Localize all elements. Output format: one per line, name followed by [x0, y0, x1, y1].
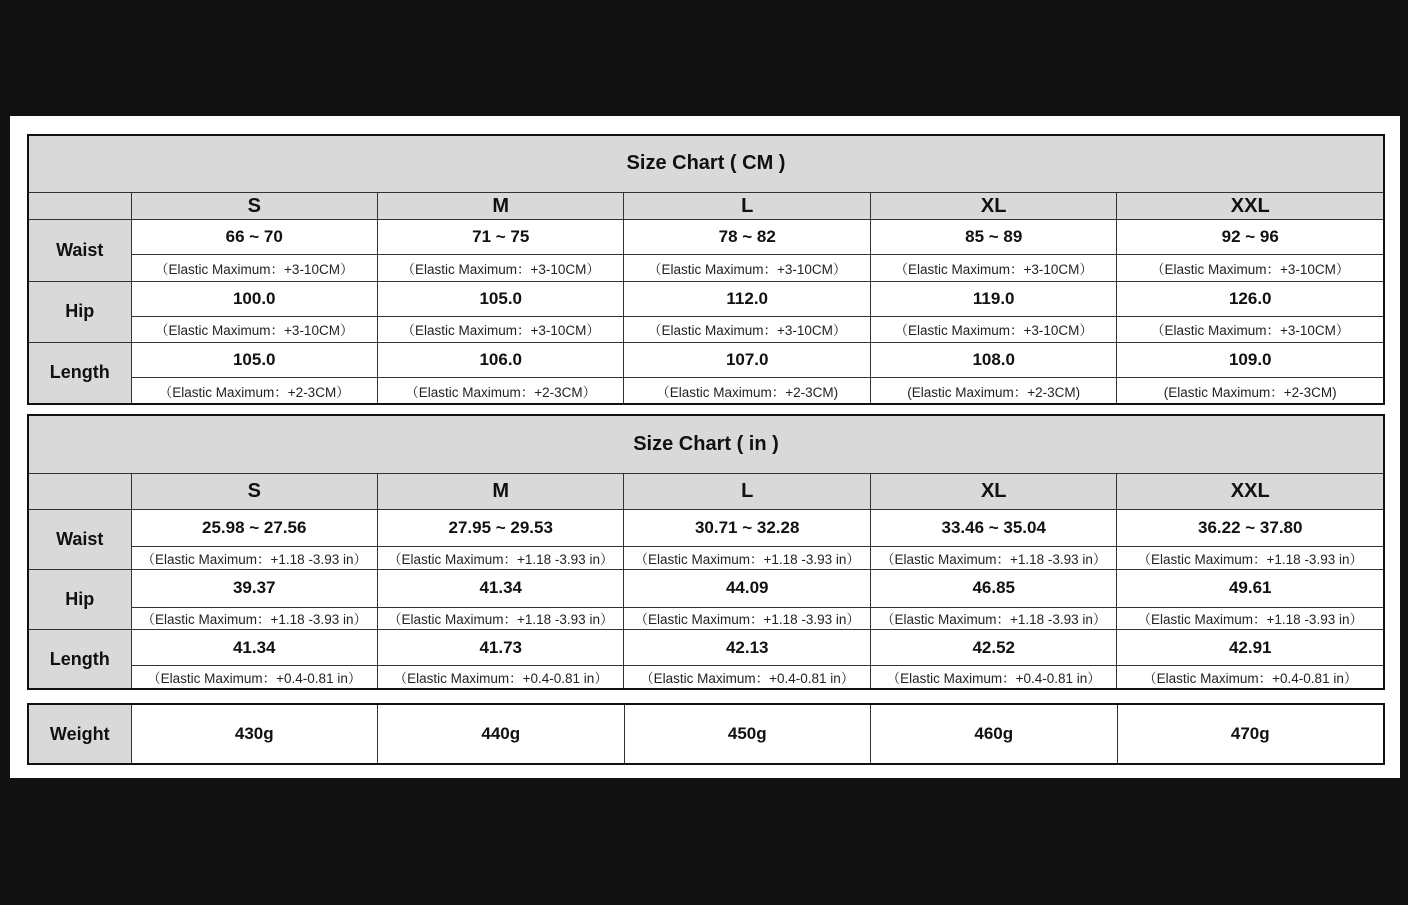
length-note-m: （Elastic Maximum：+0.4-0.81 in） — [377, 665, 623, 689]
weight-value-xl: 460g — [871, 704, 1118, 764]
waist-note-m: （Elastic Maximum：+3-10CM） — [377, 255, 623, 281]
length-note-xl: (Elastic Maximum：+2-3CM) — [870, 378, 1117, 404]
length-value-s: 41.34 — [131, 630, 377, 666]
hip-note-l: （Elastic Maximum：+1.18 -3.93 in） — [624, 607, 870, 629]
size-table-inch — [27, 414, 1385, 690]
length-value-xxl: 109.0 — [1117, 342, 1384, 377]
hip-note-s: （Elastic Maximum：+3-10CM） — [131, 316, 377, 342]
length-value-l: 42.13 — [624, 630, 870, 666]
row-label-length: Length — [28, 342, 131, 404]
hip-note-l: （Elastic Maximum：+3-10CM） — [624, 316, 870, 342]
size-header-l: L — [624, 473, 870, 509]
length-note-l: （Elastic Maximum：+0.4-0.81 in） — [624, 665, 870, 689]
length-value-m: 106.0 — [377, 342, 623, 377]
hip-value-s: 39.37 — [131, 569, 377, 607]
length-value-l: 107.0 — [624, 342, 870, 377]
waist-note-m: （Elastic Maximum：+1.18 -3.93 in） — [377, 547, 623, 569]
size-chart-sheet — [10, 116, 1400, 778]
waist-note-l: （Elastic Maximum：+1.18 -3.93 in） — [624, 547, 870, 569]
hip-value-xxl: 126.0 — [1117, 281, 1384, 316]
size-header-xl: XL — [870, 473, 1117, 509]
waist-value-l: 78 ~ 82 — [624, 220, 870, 255]
waist-note-xxl: （Elastic Maximum：+1.18 -3.93 in） — [1117, 547, 1384, 569]
row-label-waist: Waist — [28, 220, 131, 281]
row-label-weight: Weight — [28, 704, 131, 764]
length-note-l: （Elastic Maximum：+2-3CM) — [624, 378, 870, 404]
size-header-s: S — [131, 192, 377, 219]
size-header-m: M — [377, 192, 623, 219]
hip-value-l: 112.0 — [624, 281, 870, 316]
size-header-m: M — [377, 473, 623, 509]
row-label-hip: Hip — [28, 281, 131, 342]
chart-title-inch: Size Chart ( in ) — [28, 415, 1384, 473]
waist-note-s: （Elastic Maximum：+1.18 -3.93 in） — [131, 547, 377, 569]
hip-value-xl: 46.85 — [870, 569, 1117, 607]
waist-value-s: 25.98 ~ 27.56 — [131, 509, 377, 547]
weight-value-l: 450g — [624, 704, 871, 764]
size-header-xl: XL — [870, 192, 1117, 219]
waist-note-xxl: （Elastic Maximum：+3-10CM） — [1117, 255, 1384, 281]
length-value-m: 41.73 — [377, 630, 623, 666]
weight-value-s: 430g — [131, 704, 378, 764]
hip-note-m: （Elastic Maximum：+3-10CM） — [377, 316, 623, 342]
corner-cell — [28, 473, 131, 509]
length-value-xl: 42.52 — [870, 630, 1117, 666]
size-header-l: L — [624, 192, 870, 219]
hip-note-xl: （Elastic Maximum：+1.18 -3.93 in） — [870, 607, 1117, 629]
hip-note-xl: （Elastic Maximum：+3-10CM） — [870, 316, 1117, 342]
hip-value-l: 44.09 — [624, 569, 870, 607]
length-note-xxl: (Elastic Maximum：+2-3CM) — [1117, 378, 1384, 404]
length-value-xl: 108.0 — [870, 342, 1117, 377]
waist-value-xxl: 36.22 ~ 37.80 — [1117, 509, 1384, 547]
waist-note-s: （Elastic Maximum：+3-10CM） — [131, 255, 377, 281]
corner-cell — [28, 192, 131, 219]
hip-value-xl: 119.0 — [870, 281, 1117, 316]
chart-title-cm: Size Chart ( CM ) — [28, 135, 1384, 192]
size-header-xxl: XXL — [1117, 192, 1384, 219]
waist-value-m: 27.95 ~ 29.53 — [377, 509, 623, 547]
waist-value-l: 30.71 ~ 32.28 — [624, 509, 870, 547]
size-chart-inch — [27, 414, 1385, 690]
waist-note-xl: （Elastic Maximum：+3-10CM） — [870, 255, 1117, 281]
row-label-hip: Hip — [28, 569, 131, 629]
size-header-s: S — [131, 473, 377, 509]
hip-value-m: 105.0 — [377, 281, 623, 316]
waist-note-xl: （Elastic Maximum：+1.18 -3.93 in） — [870, 547, 1117, 569]
size-table-cm — [27, 134, 1385, 405]
weight-chart — [27, 703, 1385, 765]
waist-value-xl: 33.46 ~ 35.04 — [870, 509, 1117, 547]
weight-table — [27, 703, 1385, 765]
length-value-s: 105.0 — [131, 342, 377, 377]
hip-value-m: 41.34 — [377, 569, 623, 607]
hip-note-xxl: （Elastic Maximum：+1.18 -3.93 in） — [1117, 607, 1384, 629]
waist-value-m: 71 ~ 75 — [377, 220, 623, 255]
weight-value-m: 440g — [378, 704, 625, 764]
waist-value-s: 66 ~ 70 — [131, 220, 377, 255]
length-note-xl: （Elastic Maximum：+0.4-0.81 in） — [870, 665, 1117, 689]
hip-note-m: （Elastic Maximum：+1.18 -3.93 in） — [377, 607, 623, 629]
waist-value-xl: 85 ~ 89 — [870, 220, 1117, 255]
hip-value-s: 100.0 — [131, 281, 377, 316]
size-chart-cm — [27, 134, 1385, 405]
row-label-length: Length — [28, 630, 131, 689]
length-value-xxl: 42.91 — [1117, 630, 1384, 666]
waist-value-xxl: 92 ~ 96 — [1117, 220, 1384, 255]
length-note-s: （Elastic Maximum：+0.4-0.81 in） — [131, 665, 377, 689]
length-note-s: （Elastic Maximum：+2-3CM） — [131, 378, 377, 404]
length-note-m: （Elastic Maximum：+2-3CM） — [377, 378, 623, 404]
row-label-waist: Waist — [28, 509, 131, 569]
waist-note-l: （Elastic Maximum：+3-10CM） — [624, 255, 870, 281]
hip-value-xxl: 49.61 — [1117, 569, 1384, 607]
hip-note-xxl: （Elastic Maximum：+3-10CM） — [1117, 316, 1384, 342]
hip-note-s: （Elastic Maximum：+1.18 -3.93 in） — [131, 607, 377, 629]
length-note-xxl: （Elastic Maximum：+0.4-0.81 in） — [1117, 665, 1384, 689]
weight-value-xxl: 470g — [1117, 704, 1384, 764]
size-header-xxl: XXL — [1117, 473, 1384, 509]
